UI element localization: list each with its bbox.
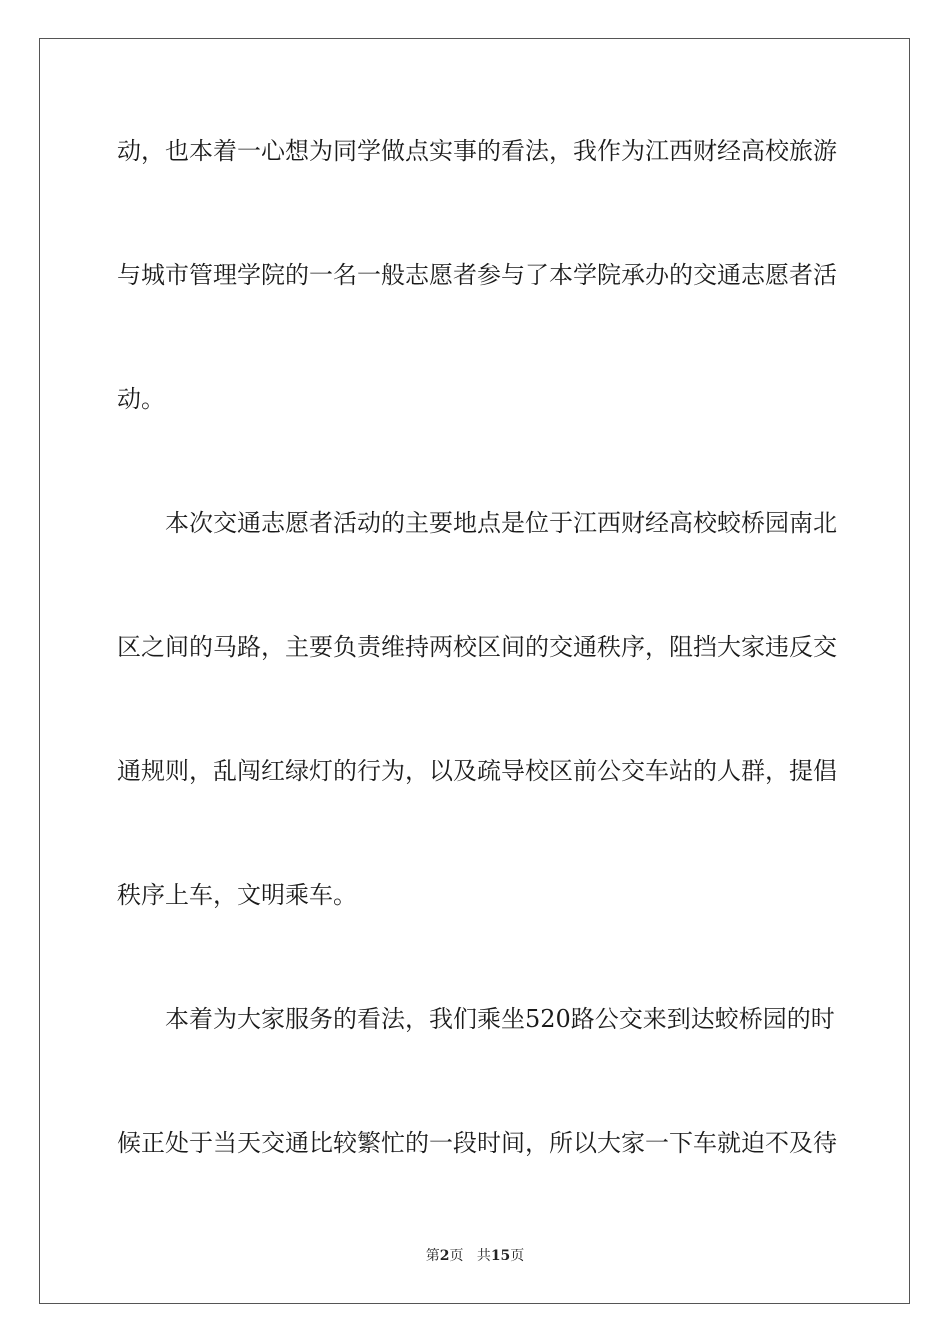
text-line: 区之间的马路，主要负责维持两校区间的交通秩序，阻挡大家违反交 <box>117 633 837 661</box>
page-number: 2 <box>439 1248 450 1264</box>
text-line: 与城市管理学院的一名一般志愿者参与了本学院承办的交通志愿者活 <box>117 261 837 289</box>
page-border <box>39 38 910 1304</box>
text-line: 通规则，乱闯红绿灯的行为，以及疏导校区前公交车站的人群，提倡 <box>117 757 837 785</box>
total-pages: 15 <box>490 1248 511 1264</box>
page-label-prefix: 第 <box>425 1248 440 1264</box>
text-line: 本次交通志愿者活动的主要地点是位于江西财经高校蛟桥园南北 <box>165 509 837 537</box>
total-label-suffix: 页 <box>510 1248 525 1264</box>
text-line: 动。 <box>117 385 165 413</box>
page-label-suffix: 页 <box>449 1248 464 1264</box>
text-line: 本着为大家服务的看法，我们乘坐520路公交来到达蛟桥园的时 <box>165 1005 835 1033</box>
text-line: 动，也本着一心想为同学做点实事的看法，我作为江西财经高校旅游 <box>117 137 837 165</box>
page-footer <box>0 1247 950 1265</box>
total-label-prefix: 共 <box>476 1248 491 1264</box>
text-line: 候正处于当天交通比较繁忙的一段时间，所以大家一下车就迫不及待 <box>117 1129 837 1157</box>
text-line: 秩序上车，文明乘车。 <box>117 881 357 909</box>
